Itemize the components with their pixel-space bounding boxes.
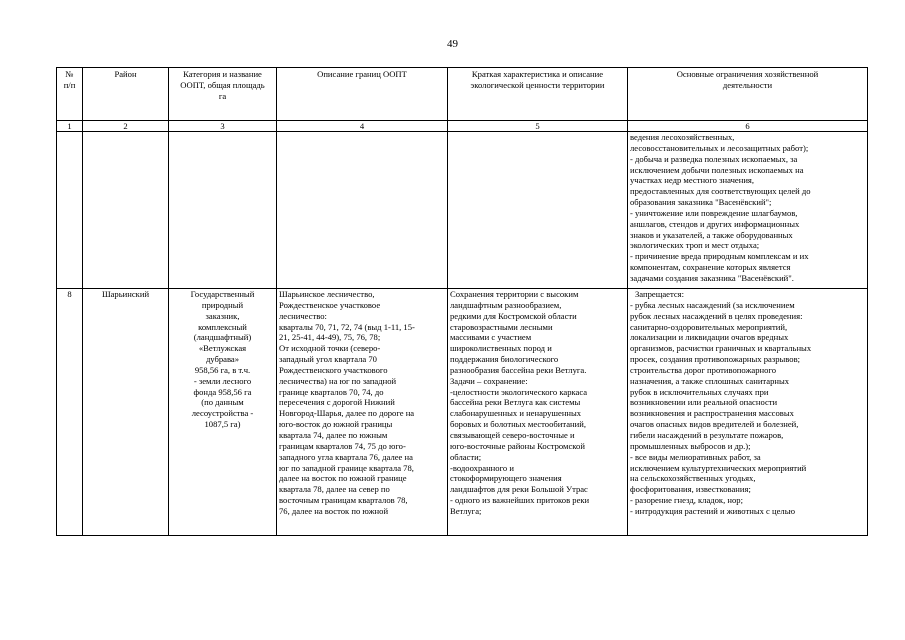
text-line: фонда 958,56 га [193, 386, 252, 397]
text-line: стокоформирующего значения [450, 473, 562, 484]
text-line: юго-восточные районы Костромской [450, 440, 585, 451]
header-district: Район [83, 68, 169, 121]
text-line: - интродукция растений и животных с целью [630, 505, 796, 516]
page-number: 49 [447, 38, 458, 50]
text-line: (ландшафтный) [193, 332, 252, 343]
text-line: восточным границам кварталов 78, [279, 495, 408, 506]
header-category: Категория и название ООПТ, общая площадь га [169, 68, 277, 121]
text-line: 76, далее на восток по южной [279, 505, 389, 516]
text-line: лесоустройства - [191, 408, 254, 419]
text-line: пересечения с дорогой Нижний [279, 397, 395, 408]
text-line: ландшафтов для реки Большой Утрас [450, 484, 588, 495]
text-line: - одного из важнейших притоков реки [450, 495, 590, 506]
text-line: ландшафтным разнообразием, [450, 299, 562, 310]
column-number-row [57, 121, 868, 132]
text-line: на сельскохозяйственных угодьях, [630, 473, 756, 484]
col-number: 3 [169, 121, 277, 132]
text-line: природный [201, 299, 244, 310]
text-line: связывающей северо-восточные и [450, 429, 575, 440]
cell-category [169, 289, 277, 536]
text-line: Ветлуга; [450, 505, 482, 516]
text-line: предоставленных для соответствующих целей до [630, 186, 811, 197]
text-line: компонентам, сохранение которых является [630, 262, 791, 273]
text-line: - земли лесного [193, 375, 252, 386]
text-line: 958,56 га, в т.ч. [194, 364, 251, 375]
text-line: дубрава» [205, 354, 240, 365]
text-line: редкими для Костромской области [450, 310, 577, 321]
text-line: заказник, [205, 310, 240, 321]
text-line: границам кварталов 74, 75 до юго- [279, 440, 406, 451]
text-line: От исходной точки (северо- [279, 343, 381, 354]
table-row [57, 289, 868, 536]
text-line: рубок в исключительных случаях при [630, 386, 769, 397]
header-num: № п/п [57, 68, 83, 121]
cell-empty [169, 132, 277, 289]
cell-district: Шарьинский [83, 289, 169, 536]
text-line: - рубка лесных насаждений (за исключением [630, 299, 795, 310]
text-line: старовозрастными лесными [450, 321, 553, 332]
col-number: 5 [448, 121, 628, 132]
text-line: возникновении или реальной опасности [630, 397, 778, 408]
text-line: организмов, расчистки граничных и квартальных [630, 343, 812, 354]
text-line: санитарно-оздоровительных мероприятий, [630, 321, 788, 332]
cell-empty [277, 132, 448, 289]
text-line: области; [450, 451, 482, 462]
text-line: 1087,5 га) [204, 419, 241, 430]
text-line: боровых и болотных местообитаний, [450, 419, 586, 430]
header-row [57, 68, 868, 121]
text-line: западного угла квартала 76, далее на [279, 451, 413, 462]
cell-empty [83, 132, 169, 289]
text-line: очагов опасных видов вредителей и болезней, [630, 419, 799, 430]
text-line: образования заказника "Васенёвский"; [630, 197, 772, 208]
text-line: ведения лесохозяйственных, [630, 132, 735, 142]
text-line: локализации и ликвидации очагов вредных [630, 332, 789, 343]
text-line: участках недр местного значения, [630, 175, 755, 186]
text-line: бассейна реки Ветлуга как системы [450, 397, 581, 408]
text-line: задачами создания заказника "Васенёвский". [630, 272, 794, 283]
text-line: разнообразия бассейна реки Ветлуга. [450, 364, 587, 375]
header-boundaries: Описание границ ООПТ [277, 68, 448, 121]
text-line: кварталы 70, 71, 72, 74 (выд 1-11, 15- [279, 321, 415, 332]
text-line: массивами с участием [450, 332, 532, 343]
text-line: квартала 74, далее по южным [279, 429, 388, 440]
text-line: знаков и указателей, а также оборудованных [630, 229, 793, 240]
col-number: 6 [628, 121, 868, 132]
text-line: Новгород-Шарья, далее по дороге на [279, 408, 415, 419]
text-line: -целостности экологического каркаса [450, 386, 588, 397]
text-line: - причинение вреда природным комплексам и их [630, 251, 809, 262]
text-line: юг по западной границе квартала 78, [279, 462, 414, 473]
text-line: Запрещается: [635, 289, 684, 299]
text-line: 21, 25-41, 44-49), 75, 76, 78; [279, 332, 381, 343]
header-description: Краткая характеристика и описание экологической ценности территории [448, 68, 628, 121]
text-line: границе кварталов 70, 74, до [279, 386, 384, 397]
text-line: назначения, а также сплошных санитарных [630, 375, 790, 386]
text-line: просек, создания противопожарных разрывов; [630, 354, 801, 365]
text-line: лесничества) на юг по западной [279, 375, 397, 386]
text-line: рубок лесных насаждений в целях проведения: [630, 310, 803, 321]
text-line: - добыча и разведка полезных ископаемых, за [630, 153, 798, 164]
text-line: исключением добычи полезных ископаемых на [630, 164, 804, 175]
text-line: далее на восток по южной границе [279, 473, 407, 484]
text-line: фосфоритования, известкования; [630, 484, 751, 495]
text-line: экологических троп и мест отдыха; [630, 240, 760, 251]
text-line: Шарьинское лесничество, [279, 289, 375, 299]
text-line: Государственный [190, 289, 255, 299]
table-row-continued [57, 132, 868, 289]
text-line: западный угол квартала 70 [279, 354, 377, 365]
text-line: комплексный [198, 321, 247, 332]
text-line: строительства дорог противопожарного [630, 364, 777, 375]
text-line: Сохранения территории с высоким [450, 289, 579, 299]
text-line: квартала 78, далее на север по [279, 484, 390, 495]
text-line: -водоохранного и [450, 462, 514, 473]
oopt-table [56, 67, 868, 536]
text-line: Рождественского участкового [279, 364, 388, 375]
col-number: 1 [57, 121, 83, 132]
text-line: аншлагов, стендов и других информационных [630, 218, 800, 229]
cell-empty [448, 132, 628, 289]
text-line: лесничество: [279, 310, 327, 321]
text-line: «Ветлужская [198, 343, 247, 354]
text-line: юго-восток до южной границы [279, 419, 393, 430]
col-number: 4 [277, 121, 448, 132]
text-line: Задачи – сохранение: [450, 375, 528, 386]
text-line: - уничтожение или повреждение шлагбаумов, [630, 207, 798, 218]
text-line: - разорение гнезд, кладок, нор; [630, 495, 743, 506]
text-line: исключением культуртехнических мероприятий [630, 462, 807, 473]
cell-restrictions-continued [628, 132, 868, 289]
text-line: слабонарушенных и ненарушенных [450, 408, 582, 419]
text-line: поддержания биологического [450, 354, 559, 365]
cell-boundaries [277, 289, 448, 536]
text-line: Рождественское участковое [279, 299, 381, 310]
cell-restrictions [628, 289, 868, 536]
text-line: широколиственных пород и [450, 343, 552, 354]
cell-num: 8 [57, 289, 83, 536]
cell-description [448, 289, 628, 536]
col-number: 2 [83, 121, 169, 132]
text-line: гибели насаждений в результате пожаров, [630, 429, 784, 440]
text-line: возникновения и распространения массовых [630, 408, 794, 419]
text-line: промышленных выбросов и др.); [630, 440, 751, 451]
text-line: (по данным [201, 397, 244, 408]
text-line: лесовосстановительных и лесозащитных работ); [630, 142, 809, 153]
text-line: - все виды мелиоративных работ, за [630, 451, 761, 462]
header-restrictions: Основные ограничения хозяйственной деятельности [628, 68, 868, 121]
cell-empty [57, 132, 83, 289]
